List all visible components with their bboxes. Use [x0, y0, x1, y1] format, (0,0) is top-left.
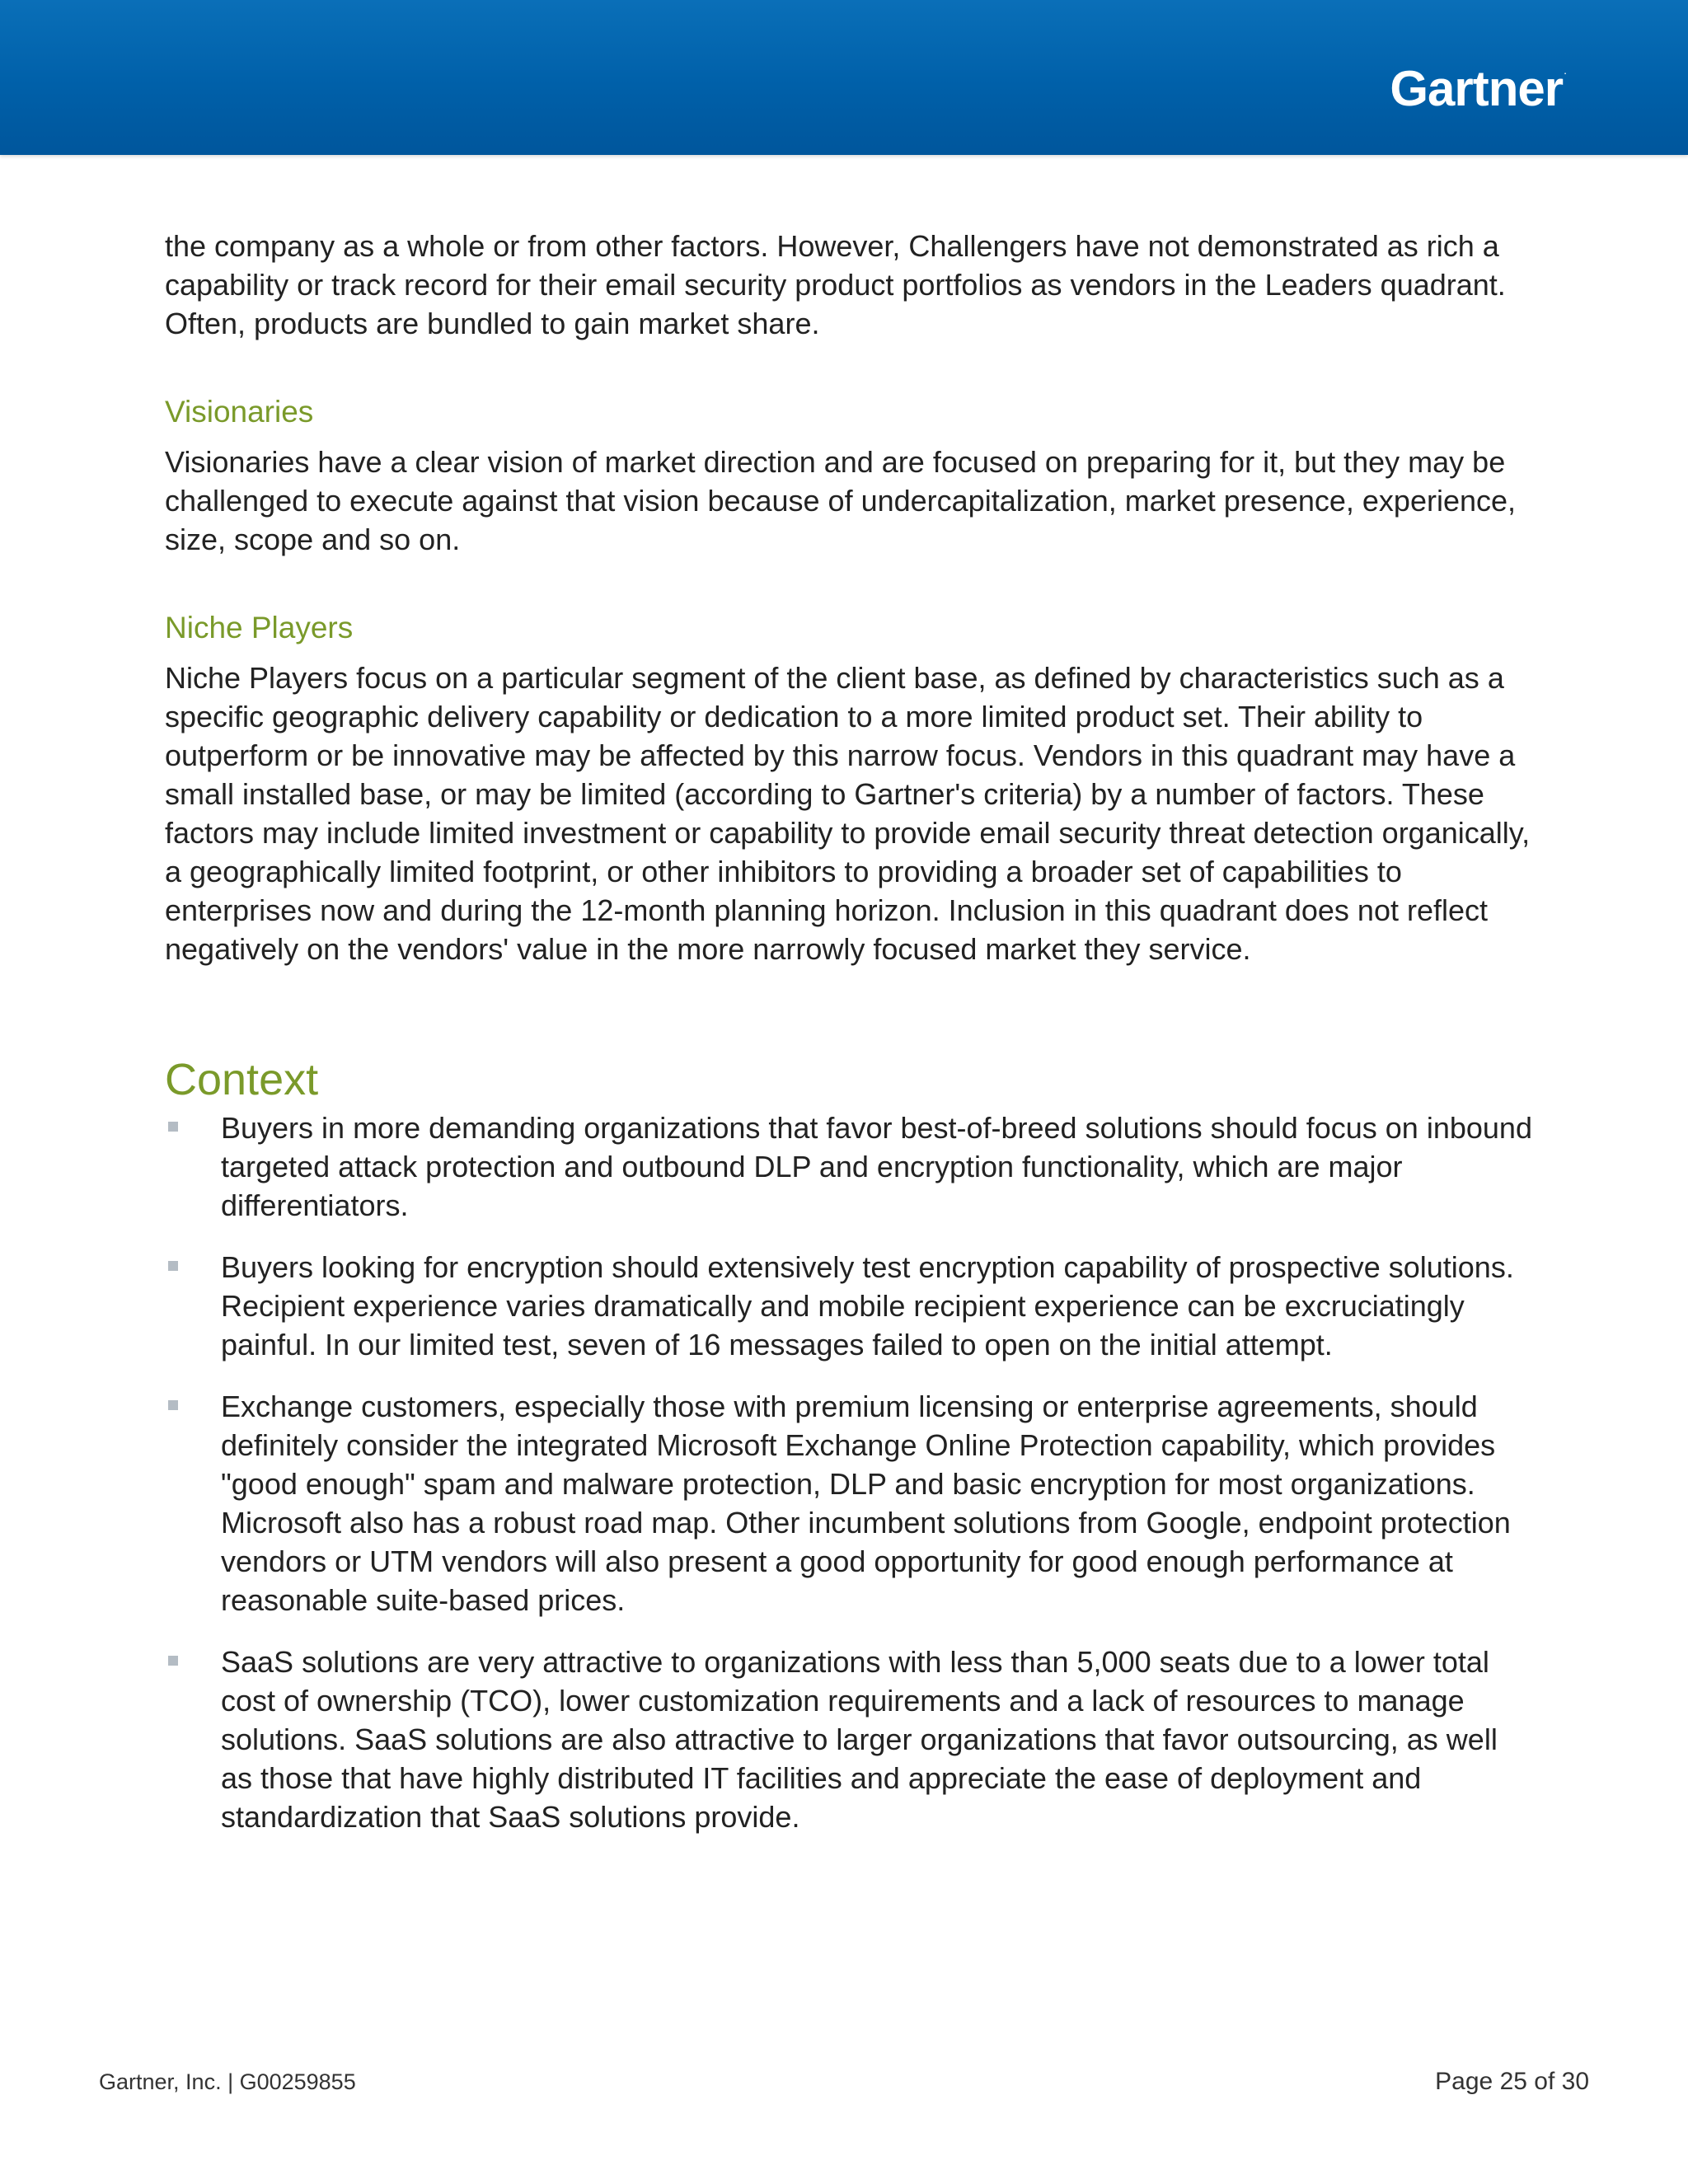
square-bullet-icon: [168, 1261, 178, 1271]
bullet-text: SaaS solutions are very attractive to organizations with less than 5,000 seats due to a lower total cost of ownership (TCO), lower customization requirements and a lack of resources to manage solutions. SaaS solutions are also attractive to larger organizations that favor outsourcing, as well as those that have highly distributed IT facilities and appreciate the ease of deployment and standardization that SaaS solutions provide.: [221, 1645, 1498, 1834]
bullet-text: Buyers in more demanding organizations that favor best-of-breed solutions should focus on inbound targeted attack protection and outbound DLP and encryption functionality, which are major differentiators.: [221, 1111, 1532, 1222]
niche-players-paragraph: Niche Players focus on a particular segment of the client base, as defined by characteristics such as a specific geographic delivery capability or dedication to a more limited product set. Their ability to outperform or be innovative may be affected by this narrow focus. Vendors in this quadrant may have a small installed base, or may be limited (according to Gartner's criteria) by a number of factors. These factors may include limited investment or capability to provide email security threat detection organically, a geographically limited footprint, or other inhibitors to providing a broader set of capabilities to enterprises now and during the 12-month planning horizon. Inclusion in this quadrant does not reflect negatively on the vendors' value in the more narrowly focused market they service.: [165, 661, 1531, 966]
list-item: [165, 1387, 1533, 1619]
logo-mark: .: [1564, 63, 1566, 77]
visionaries-paragraph: Visionaries have a clear vision of market direction and are focused on preparing for it, but they may be challenged to execute against that vision because of undercapitalization, market presence, experience, size, scope and so on.: [165, 445, 1517, 556]
context-heading: Context: [165, 1055, 319, 1104]
bullet-text: Buyers looking for encryption should extensively test encryption capability of prospective solutions. Recipient experience varies dramatically and mobile recipient experience can be excruciatingly painful. In our limited test, seven of 16 messages failed to open on the initial attempt.: [221, 1250, 1514, 1361]
square-bullet-icon: [168, 1656, 178, 1666]
page-header-band: [0, 0, 1688, 155]
square-bullet-icon: [168, 1122, 178, 1132]
gartner-logo: [1390, 61, 1566, 116]
niche-players-heading: Niche Players: [165, 611, 354, 644]
square-bullet-icon: [168, 1400, 178, 1410]
list-item: [165, 1108, 1533, 1225]
visionaries-heading: Visionaries: [165, 395, 314, 429]
document-body: [165, 227, 1533, 1859]
list-item: [165, 1643, 1533, 1836]
context-bullet-list: [165, 1108, 1533, 1836]
footer-publisher-id: Gartner, Inc. | G00259855: [99, 2069, 356, 2094]
intro-paragraph: the company as a whole or from other factors. However, Challengers have not demonstrated as rich a capability or track record for their email security product portfolios as vendors in the Leaders quadrant. Often, products are bundled to gain market share.: [165, 229, 1506, 340]
bullet-text: Exchange customers, especially those with premium licensing or enterprise agreements, should definitely consider the integrated Microsoft Exchange Online Protection capability, which provides "good enough" spam and malware protection, DLP and basic encryption for most organizations. Microsoft also has a robust road map. Other incumbent solutions from Google, endpoint protection vendors or UTM vendors will also present a good opportunity for good enough performance at reasonable suite-based prices.: [221, 1390, 1511, 1617]
footer-page-number: Page 25 of 30: [1435, 2068, 1589, 2095]
logo-text: Gartner: [1390, 61, 1564, 116]
list-item: [165, 1248, 1533, 1364]
